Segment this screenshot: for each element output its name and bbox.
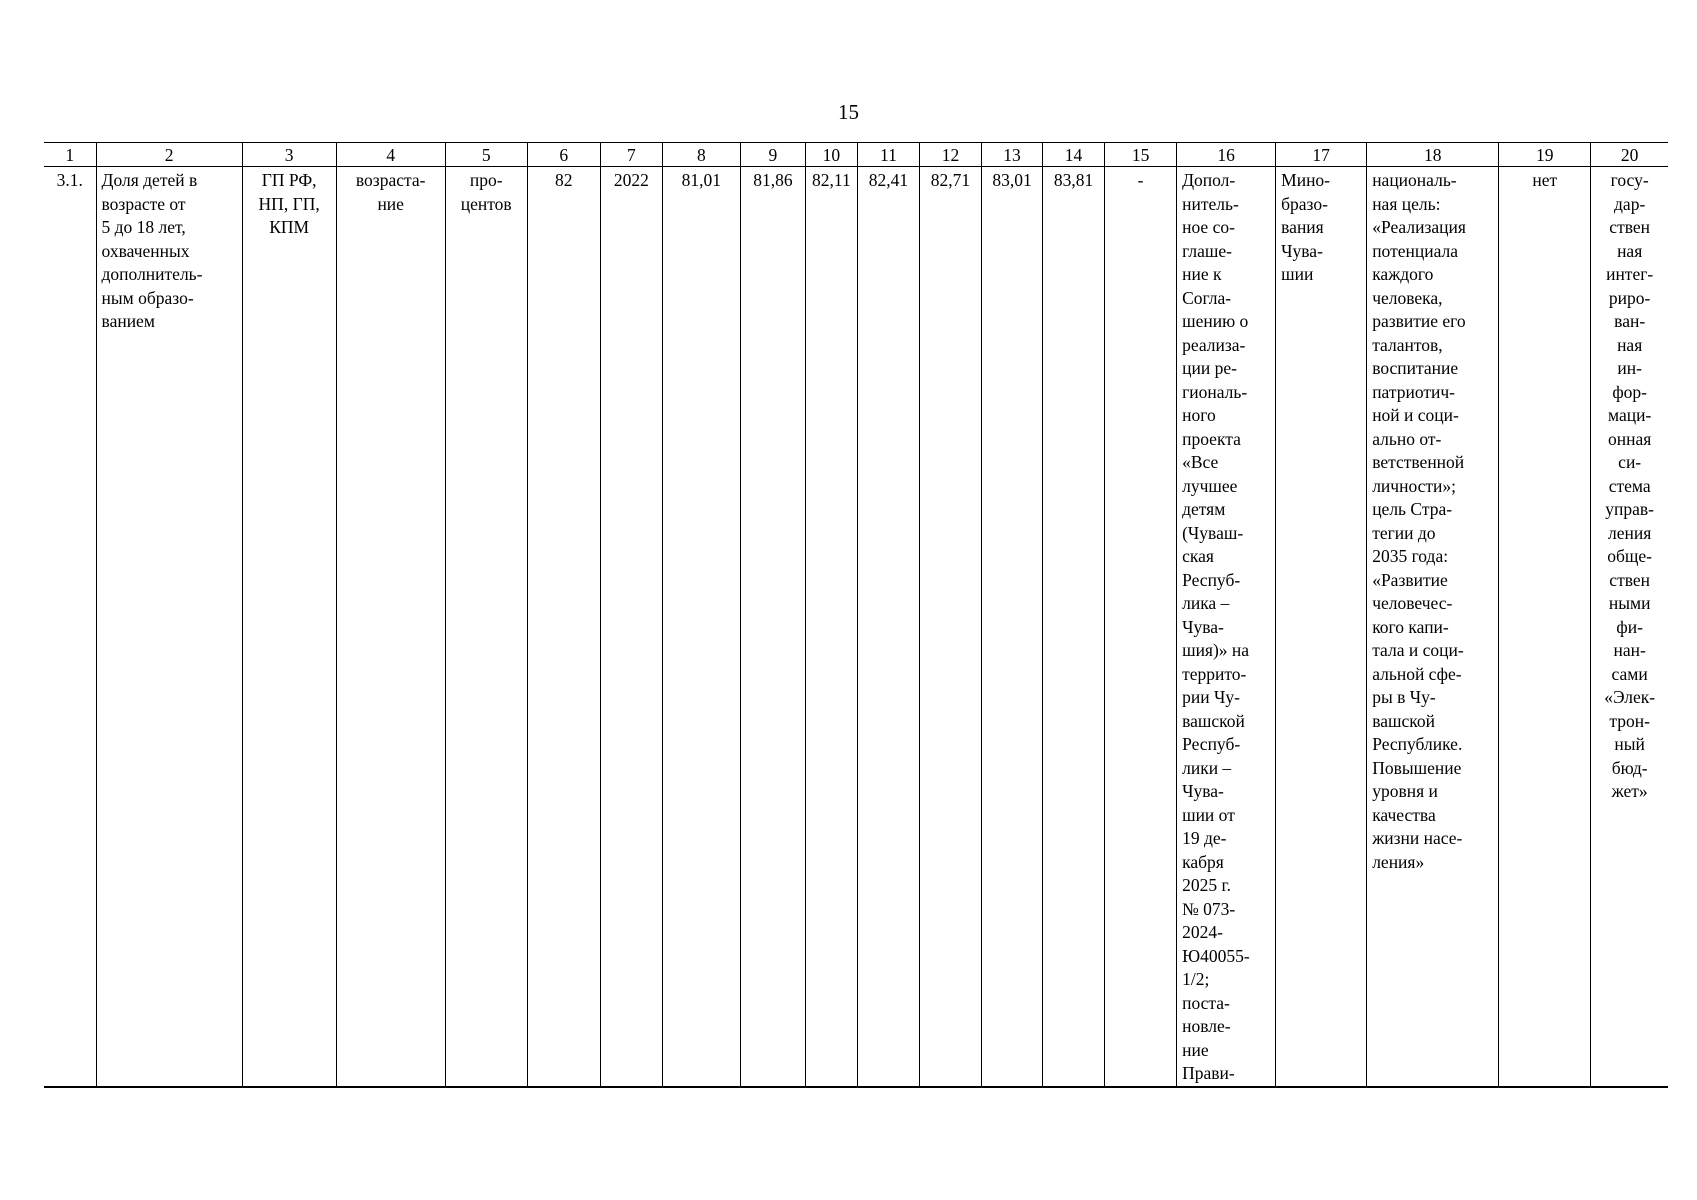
cell-base-year [600, 167, 662, 1087]
value-col10: 82,11 [812, 170, 851, 190]
column-header-7: 7 [600, 143, 662, 167]
item-number: 3.1. [56, 170, 83, 190]
cell-base-value [527, 167, 600, 1087]
document-basis: Допол- нитель- ное со- глаше- ние к Согла- шению о реализа- ции ре- гиональ- ного проекта «Все лучшее детям (Чуваш- ская Респуб- лика – Чува- шия)» на террито- рии Чу- вашской Респуб- лики – Чува- шии от 19 де- кабря 2025 г. № 073- 2024- Ю40055- 1/2; поста- новле- ние Прави- [1182, 170, 1250, 1083]
cell-unit [445, 167, 527, 1087]
cell-value-col8 [662, 167, 740, 1087]
column-header-19: 19 [1499, 143, 1591, 167]
column-header-10: 10 [805, 143, 857, 167]
cell-value-col9 [740, 167, 805, 1087]
responsible: Мино- бразо- вания Чува- шии [1281, 170, 1331, 284]
table-row [44, 167, 1668, 1087]
cell-trend [336, 167, 445, 1087]
base-year: 2022 [613, 170, 649, 190]
base-value: 82 [555, 170, 573, 190]
col19-value: нет [1532, 170, 1558, 190]
cell-item-number [44, 167, 96, 1087]
column-header-4: 4 [336, 143, 445, 167]
column-header-5: 5 [445, 143, 527, 167]
indicator-level: ГП РФ, НП, ГП, КПМ [258, 170, 320, 237]
value-col8: 81,01 [681, 170, 722, 190]
unit: про- центов [460, 170, 512, 214]
column-header-3: 3 [242, 143, 336, 167]
value-col11: 82,41 [868, 170, 909, 190]
column-header-20: 20 [1591, 143, 1668, 167]
column-header-17: 17 [1276, 143, 1367, 167]
goals: националь- ная цель: «Реализация потенциала каждого человека, развитие его талантов, воспитание патриотич- ной и соци- ально от- ветственной личности»; цель Стра- тегии до 2035 года: «Развитие человечес- кого капи- тала и соци- альной сфе- ры в Чу- вашской Республике. Повышение уровня и качества жизни насе- ления» [1372, 170, 1466, 872]
value-col15: - [1137, 170, 1144, 190]
cell-value-col15 [1105, 167, 1177, 1087]
column-number-row [44, 143, 1668, 167]
cell-information-system [1591, 167, 1668, 1087]
column-header-16: 16 [1177, 143, 1276, 167]
value-col9: 81,86 [753, 170, 793, 190]
column-header-12: 12 [919, 143, 981, 167]
trend: возраста- ние [355, 170, 426, 214]
indicator-name: Доля детей в возрасте от 5 до 18 лет, охваченных дополнитель- ным образо- ванием [101, 170, 203, 331]
page-number: 15 [838, 100, 859, 124]
value-col12: 82,71 [930, 170, 971, 190]
cell-document-basis [1177, 167, 1276, 1087]
value-col13: 83,01 [992, 170, 1032, 190]
column-header-2: 2 [96, 143, 242, 167]
column-header-15: 15 [1105, 143, 1177, 167]
column-header-1: 1 [44, 143, 96, 167]
cell-goals [1367, 167, 1499, 1087]
indicators-table [44, 142, 1668, 1088]
cell-indicator-level [242, 167, 336, 1087]
cell-value-col13 [982, 167, 1043, 1087]
column-header-18: 18 [1367, 143, 1499, 167]
cell-responsible [1276, 167, 1367, 1087]
cell-value-col10 [805, 167, 857, 1087]
cell-indicator-name [96, 167, 242, 1087]
cell-col19 [1499, 167, 1591, 1087]
information-system: госу- дар- ствен ная интег- риро- ван- ная ин- фор- маци- онная си- стема управ- ления обще- ствен ными фи- нан- сами «Элек- трон- ный бюд- жет» [1604, 170, 1656, 801]
cell-value-col14 [1043, 167, 1105, 1087]
column-header-11: 11 [857, 143, 919, 167]
column-header-14: 14 [1043, 143, 1105, 167]
cell-value-col11 [857, 167, 919, 1087]
cell-value-col12 [919, 167, 981, 1087]
column-header-9: 9 [740, 143, 805, 167]
column-header-6: 6 [527, 143, 600, 167]
column-header-13: 13 [982, 143, 1043, 167]
column-header-8: 8 [662, 143, 740, 167]
value-col14: 83,81 [1053, 170, 1094, 190]
